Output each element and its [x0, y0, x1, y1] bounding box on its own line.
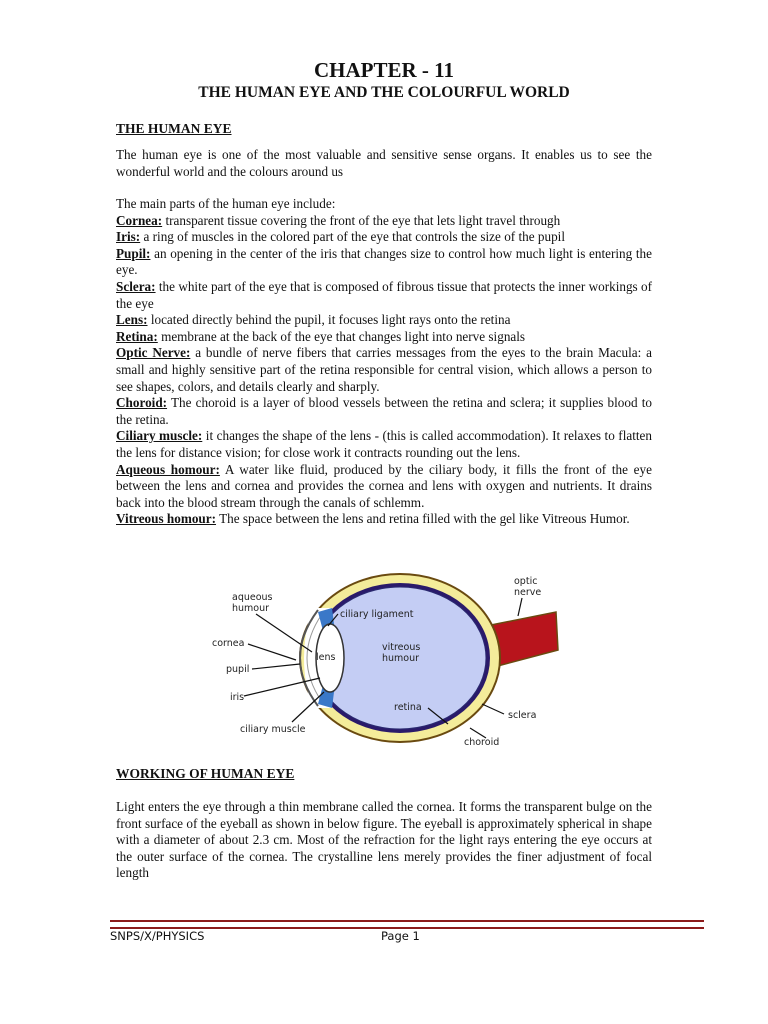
part-term: Sclera:: [116, 278, 156, 294]
chapter-title: CHAPTER - 11: [313, 58, 454, 82]
label-choroid: choroid: [464, 737, 500, 748]
label-aqueous-2: humour: [232, 603, 270, 614]
label-optic-2: nerve: [514, 587, 542, 598]
chapter-subtitle: THE HUMAN EYE AND THE COLOURFUL WORLD: [198, 84, 570, 101]
part-term: Optic Nerve:: [116, 345, 191, 361]
working-paragraph: Light enters the eye through a thin membrane called the cornea. It forms the transparent bulge on the front surface of the eyeball as shown in below figure. The eyeball is approximately spherical in shape with a diameter of about 2.3 cm. Most of the refraction for the light rays entering the eye occurs at the outer surface of the cornea. The crystalline lens merely provides the finer adjustment of focal length: [116, 799, 652, 881]
part-term: Vitreous homour:: [116, 511, 217, 527]
part-term: Cornea:: [116, 212, 163, 228]
section-heading-working: WORKING OF HUMAN EYE: [116, 766, 295, 781]
label-pupil: pupil: [226, 664, 250, 675]
part-desc: The choroid is a layer of blood vessels between the retina and sclera; it supplies blood to the retina.: [116, 395, 652, 427]
part-term: Iris:: [116, 229, 141, 245]
footer-rule: [110, 920, 704, 929]
part-optic-nerve: [116, 345, 652, 395]
part-retina: [116, 329, 652, 346]
label-ciliary-ligament: ciliary ligament: [340, 609, 414, 620]
parts-list: [116, 196, 652, 528]
part-term: Ciliary muscle:: [116, 428, 203, 444]
part-iris: [116, 229, 652, 246]
part-sclera: [116, 279, 652, 312]
part-desc: it changes the shape of the lens - (this is called accommodation). It relaxes to flatten the lens for distance vision; for close work it contracts rounding out the lens.: [116, 428, 652, 460]
part-term: Lens:: [116, 312, 148, 328]
section-heading-human-eye: THE HUMAN EYE: [116, 121, 232, 136]
part-desc: The space between the lens and retina filled with the gel like Vitreous Humor.: [216, 511, 630, 527]
part-desc: A water like fluid, produced by the ciliary body, it fills the front of the eye between the lens and cornea and provides the cornea and lens with oxygen and nutrients. It drains back into the blood stream through the canals of schlemm.: [116, 461, 652, 510]
part-desc: a ring of muscles in the colored part of the eye that controls the size of the pupil: [140, 229, 565, 245]
part-desc: membrane at the back of the eye that changes light into nerve signals: [157, 328, 526, 344]
part-ciliary-muscle: [116, 428, 652, 461]
part-cornea: [116, 213, 652, 230]
part-aqueous-humour: [116, 462, 652, 512]
parts-intro: The main parts of the human eye include:: [116, 196, 336, 211]
label-retina: retina: [394, 702, 422, 713]
part-desc: transparent tissue covering the front of the eye that lets light travel through: [162, 212, 561, 228]
part-term: Aqueous homour:: [116, 461, 220, 477]
part-choroid: [116, 395, 652, 428]
footer-course-code: SNPS/X/PHYSICS: [110, 929, 205, 943]
intro-paragraph: The human eye is one of the most valuable and sensitive sense organs. It enables us to see the wonderful world and the colours around us: [116, 147, 652, 179]
part-desc: located directly behind the pupil, it focuses light rays onto the retina: [147, 312, 511, 328]
label-iris: iris: [230, 692, 245, 703]
part-desc: a bundle of nerve fibers that carries messages from the eyes to the brain Macula: a small and highly sensitive part of the retina responsible for central vision, which allows a person to see shapes, colors, and details clearly and sharply.: [116, 345, 652, 394]
label-optic-1: optic: [514, 576, 538, 587]
label-sclera: sclera: [508, 710, 537, 721]
label-vitreous-2: humour: [382, 653, 420, 664]
part-lens: [116, 312, 652, 329]
part-desc: the white part of the eye that is composed of fibrous tissue that protects the inner workings of the eye: [116, 278, 652, 311]
label-aqueous-1: aqueous: [232, 592, 273, 603]
part-term: Retina:: [116, 328, 158, 344]
label-cornea: cornea: [212, 638, 245, 649]
label-ciliary-muscle: ciliary muscle: [240, 724, 306, 735]
part-term: Pupil:: [116, 245, 151, 261]
part-term: Choroid:: [116, 395, 168, 411]
part-vitreous-humour: [116, 511, 652, 528]
part-desc: an opening in the center of the iris that changes size to control how much light is entering the eye.: [116, 245, 652, 278]
footer-page-number: Page 1: [381, 929, 420, 943]
label-vitreous-1: vitreous: [382, 642, 421, 653]
part-pupil: [116, 246, 652, 279]
eye-diagram: [200, 568, 560, 748]
label-lens: lens: [316, 652, 336, 663]
